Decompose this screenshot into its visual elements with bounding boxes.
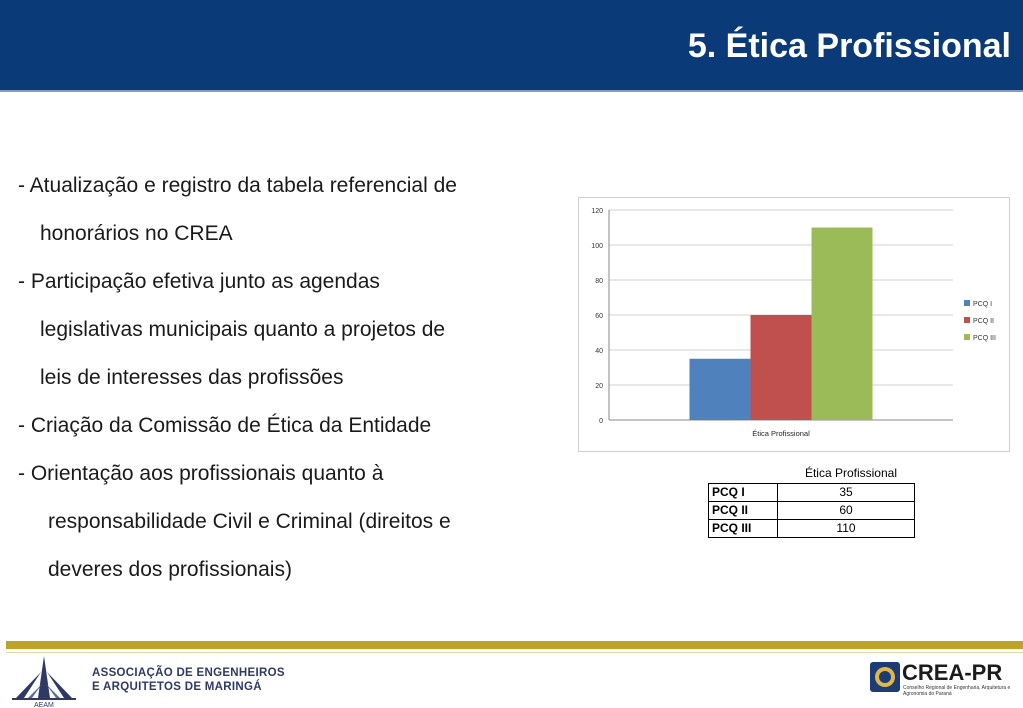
aeam-name-line1: ASSOCIAÇÃO DE ENGENHEIROS [92,667,285,679]
table-caption: Ética Profissional [804,466,897,480]
legend-swatch [964,300,970,306]
bar-chart [578,197,1010,452]
footer-divider [6,652,1023,653]
slide-title: 5. Ética Profissional [687,27,1011,65]
slide-header [0,0,1023,92]
bar [812,228,873,421]
table-row-label: PCQ II [709,502,778,520]
bullet-line: - Atualização e registro da tabela referencial de [18,174,457,197]
table-row-value: 110 [778,520,915,538]
table-row [709,502,915,520]
bar-chart-svg [579,198,1009,451]
bullet-line: honorários no CREA [40,222,233,245]
legend-label: PCQ II [973,318,995,325]
legend-swatch [964,317,970,323]
x-tick-label: Ética Profissional [752,429,810,438]
bullet-line: - Orientação aos profissionais quanto à [18,462,384,485]
bar [690,359,751,420]
bullet-line: responsabilidade Civil e Criminal (direitos e [48,510,451,533]
aeam-name-line2: E ARQUITETOS DE MARINGÁ [92,681,262,693]
y-tick-label: 20 [595,383,603,390]
aeam-name [92,666,285,694]
data-table [708,466,915,538]
y-tick-label: 60 [595,313,603,320]
crea-name: CREA-PR [902,660,1003,685]
aeam-abbr: AEAM [34,702,54,708]
bar [751,315,812,420]
legend-swatch [964,334,970,340]
y-tick-label: 80 [595,278,603,285]
table-row-label: PCQ III [709,520,778,538]
y-tick-label: 100 [591,243,603,250]
footer-bar [6,641,1023,649]
y-tick-label: 120 [591,208,603,215]
bullet-line: - Participação efetiva junto as agendas [18,270,380,293]
bullet-line: legislativas municipais quanto a projetos de [40,318,446,341]
aeam-logo-icon [8,654,80,708]
bullet-line: deveres dos profissionais) [48,558,292,581]
y-tick-label: 0 [599,418,603,425]
crea-subtitle: Conselho Regional de Engenharia, Arquitetura e Agronomia do Paraná [903,685,1011,697]
table-row-value: 35 [778,484,915,502]
y-tick-label: 40 [595,348,603,355]
legend-label: PCQ I [973,301,993,308]
table-row [709,520,915,538]
table-row [709,484,915,502]
table-row-label: PCQ I [709,484,778,502]
table-row-value: 60 [778,502,915,520]
legend-label: PCQ III [973,335,996,342]
crea-seal-icon [870,662,900,692]
bullet-line: leis de interesses das profissões [40,366,344,389]
bullet-line: - Criação da Comissão de Ética da Entidade [18,414,432,437]
